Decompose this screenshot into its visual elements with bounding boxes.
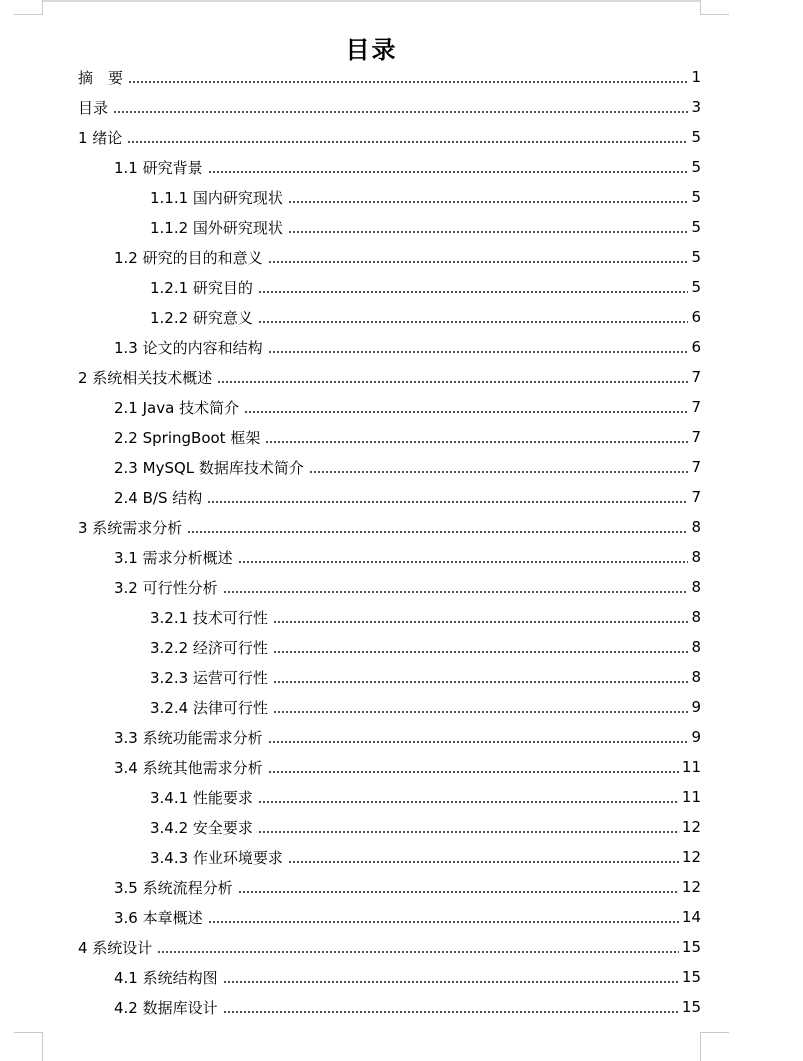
toc-entry[interactable]	[78, 842, 701, 872]
toc-dot-leader	[128, 81, 688, 83]
toc-entry-label: 1.2.1 研究目的	[150, 278, 253, 297]
toc-entry-label: 4.1 系统结构图	[114, 968, 218, 987]
toc-dot-leader	[223, 981, 679, 983]
toc-dot-leader	[157, 951, 679, 953]
toc-entry[interactable]	[78, 572, 701, 602]
toc-entry-label: 3.2.3 运营可行性	[150, 668, 268, 687]
toc-entry-page-number: 11	[681, 758, 701, 776]
toc-entry[interactable]	[78, 512, 701, 542]
toc-dot-leader	[288, 231, 689, 233]
toc-entry[interactable]	[78, 392, 701, 422]
toc-entry-label: 3.5 系统流程分析	[114, 878, 233, 897]
toc-entry[interactable]	[78, 182, 701, 212]
toc-entry-page-number: 5	[691, 188, 701, 206]
toc-dot-leader	[273, 651, 689, 653]
toc-entry[interactable]	[78, 62, 701, 92]
toc-dot-leader	[258, 291, 689, 293]
toc-dot-leader	[258, 801, 679, 803]
toc-dot-leader	[127, 141, 688, 143]
toc-entry-page-number: 8	[691, 548, 701, 566]
toc-entry[interactable]	[78, 872, 701, 902]
toc-entry-label: 3.4.2 安全要求	[150, 818, 253, 837]
toc-entry-label: 4 系统设计	[78, 938, 153, 957]
toc-entry-page-number: 7	[691, 428, 701, 446]
toc-entry-label: 3.2.2 经济可行性	[150, 638, 268, 657]
toc-dot-leader	[265, 441, 688, 443]
toc-entry[interactable]	[78, 152, 701, 182]
toc-entry-label: 3.2.4 法律可行性	[150, 698, 268, 717]
toc-entry-page-number: 15	[681, 938, 701, 956]
toc-dot-leader	[309, 471, 689, 473]
toc-entry-page-number: 12	[681, 848, 701, 866]
toc-entry[interactable]	[78, 212, 701, 242]
toc-entry-label: 1.3 论文的内容和结构	[114, 338, 263, 357]
toc-entry-page-number: 5	[691, 128, 701, 146]
toc-entry-page-number: 6	[691, 338, 701, 356]
toc-entry[interactable]	[78, 962, 701, 992]
toc-entry-label: 2.4 B/S 结构	[114, 488, 203, 507]
toc-entry[interactable]	[78, 542, 701, 572]
toc-dot-leader	[288, 201, 689, 203]
toc-entry-label: 1.2 研究的目的和意义	[114, 248, 263, 267]
toc-entry-label: 3.2 可行性分析	[114, 578, 218, 597]
toc-entry[interactable]	[78, 422, 701, 452]
toc-entry-label: 3.3 系统功能需求分析	[114, 728, 263, 747]
toc-entry-page-number: 8	[691, 668, 701, 686]
toc-dot-leader	[208, 171, 689, 173]
toc-entry[interactable]	[78, 752, 701, 782]
toc-entry-label: 2.1 Java 技术简介	[114, 398, 240, 417]
toc-entry-page-number: 12	[681, 878, 701, 896]
toc-entry-page-number: 3	[691, 98, 701, 116]
toc-entry-page-number: 5	[691, 278, 701, 296]
toc-entry-page-number: 8	[691, 578, 701, 596]
toc-entry-label: 摘 要	[78, 68, 124, 87]
toc-entry-label: 4.2 数据库设计	[114, 998, 218, 1017]
toc-dot-leader	[268, 741, 689, 743]
toc-entry-label: 目录	[78, 98, 109, 117]
toc-title: 目录	[345, 36, 398, 65]
toc-entry[interactable]	[78, 632, 701, 662]
toc-dot-leader	[268, 261, 689, 263]
toc-entry-label: 3.4.1 性能要求	[150, 788, 253, 807]
toc-entry-label: 2.2 SpringBoot 框架	[114, 428, 261, 447]
toc-entry-label: 3.1 需求分析概述	[114, 548, 233, 567]
toc-dot-leader	[223, 1011, 679, 1013]
toc-entry[interactable]	[78, 812, 701, 842]
toc-entry-page-number: 6	[691, 308, 701, 326]
toc-dot-leader	[268, 771, 679, 773]
toc-entry-page-number: 7	[691, 368, 701, 386]
toc-dot-leader	[258, 831, 679, 833]
toc-entry-label: 2 系统相关技术概述	[78, 368, 213, 387]
toc-dot-leader	[113, 111, 688, 113]
toc-entry[interactable]	[78, 692, 701, 722]
toc-dot-leader	[207, 501, 688, 503]
page-top-border	[42, 0, 700, 2]
table-of-contents	[78, 62, 701, 1022]
toc-entry-page-number: 7	[691, 488, 701, 506]
toc-entry-label: 3.4.3 作业环境要求	[150, 848, 283, 867]
toc-entry[interactable]	[78, 782, 701, 812]
toc-entry-label: 3.4 系统其他需求分析	[114, 758, 263, 777]
toc-entry-page-number: 9	[691, 728, 701, 746]
toc-entry[interactable]	[78, 932, 701, 962]
toc-entry-page-number: 8	[691, 638, 701, 656]
toc-entry-label: 1.2.2 研究意义	[150, 308, 253, 327]
toc-entry[interactable]	[78, 122, 701, 152]
toc-entry-page-number: 8	[691, 608, 701, 626]
toc-entry-page-number: 5	[691, 158, 701, 176]
toc-entry-label: 1.1 研究背景	[114, 158, 203, 177]
toc-entry-label: 1.1.1 国内研究现状	[150, 188, 283, 207]
toc-entry-label: 3.2.1 技术可行性	[150, 608, 268, 627]
toc-dot-leader	[258, 321, 689, 323]
toc-entry[interactable]	[78, 992, 701, 1022]
toc-dot-leader	[273, 621, 689, 623]
toc-dot-leader	[223, 591, 689, 593]
toc-entry[interactable]	[78, 92, 701, 122]
toc-entry[interactable]	[78, 302, 701, 332]
toc-entry-page-number: 11	[681, 788, 701, 806]
toc-entry-page-number: 9	[691, 698, 701, 716]
toc-entry-page-number: 8	[691, 518, 701, 536]
toc-dot-leader	[238, 891, 679, 893]
toc-entry[interactable]	[78, 722, 701, 752]
toc-entry-page-number: 5	[691, 218, 701, 236]
toc-entry[interactable]	[78, 662, 701, 692]
toc-entry-page-number: 15	[681, 968, 701, 986]
toc-entry-label: 2.3 MySQL 数据库技术简介	[114, 458, 304, 477]
toc-entry-page-number: 15	[681, 998, 701, 1016]
toc-entry[interactable]	[78, 242, 701, 272]
toc-entry[interactable]	[78, 362, 701, 392]
toc-dot-leader	[208, 921, 679, 923]
crop-mark-top-right	[700, 0, 729, 15]
toc-entry[interactable]	[78, 332, 701, 362]
toc-dot-leader	[288, 861, 679, 863]
toc-entry-label: 1 绪论	[78, 128, 123, 147]
toc-dot-leader	[238, 561, 689, 563]
toc-dot-leader	[187, 531, 688, 533]
toc-entry-page-number: 5	[691, 248, 701, 266]
toc-entry-label: 3 系统需求分析	[78, 518, 183, 537]
toc-entry[interactable]	[78, 452, 701, 482]
toc-entry-page-number: 7	[691, 398, 701, 416]
toc-dot-leader	[273, 681, 689, 683]
toc-entry-label: 3.6 本章概述	[114, 908, 203, 927]
toc-entry-label: 1.1.2 国外研究现状	[150, 218, 283, 237]
toc-entry-page-number: 12	[681, 818, 701, 836]
toc-dot-leader	[273, 711, 689, 713]
toc-entry[interactable]	[78, 602, 701, 632]
toc-entry[interactable]	[78, 272, 701, 302]
toc-entry-page-number: 7	[691, 458, 701, 476]
toc-entry-page-number: 14	[681, 908, 701, 926]
toc-entry-page-number: 1	[691, 68, 701, 86]
toc-dot-leader	[244, 411, 688, 413]
toc-dot-leader	[217, 381, 688, 383]
toc-dot-leader	[268, 351, 689, 353]
toc-entry[interactable]	[78, 482, 701, 512]
crop-mark-top-left	[14, 0, 43, 15]
toc-entry[interactable]	[78, 902, 701, 932]
